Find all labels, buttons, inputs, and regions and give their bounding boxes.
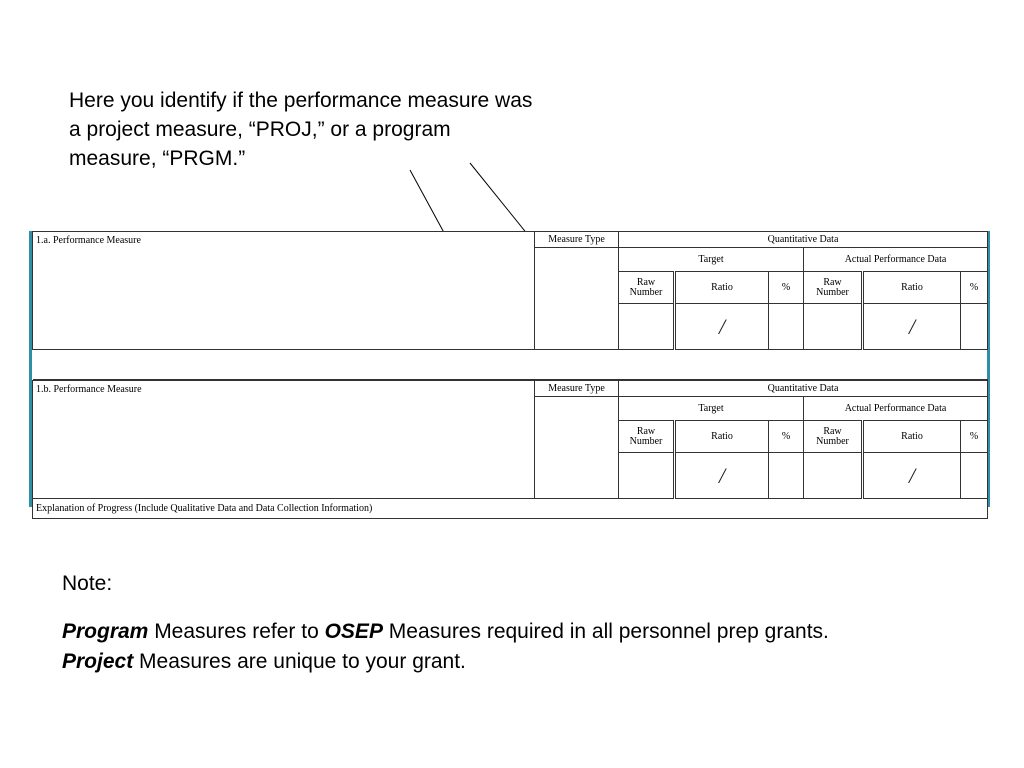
ratio-input-1a-actual[interactable]: / xyxy=(863,304,961,350)
raw-number-header-1b-actual: Raw Number xyxy=(804,421,863,453)
callout-line-2: a project measure, “PROJ,” or a program xyxy=(69,118,451,141)
raw-number-input-1b-target[interactable] xyxy=(619,453,675,499)
measure-type-header-1b: Measure Type xyxy=(535,381,619,397)
measure-type-cell-1b[interactable] xyxy=(535,397,619,499)
raw-number-input-1a-target[interactable] xyxy=(619,304,675,350)
percent-input-1b-actual[interactable] xyxy=(961,453,988,499)
raw-number-input-1b-actual[interactable] xyxy=(804,453,863,499)
form-spacer xyxy=(33,350,988,380)
note-program: Program xyxy=(62,620,149,643)
measure-label-1b: 1.b. Performance Measure xyxy=(33,381,535,499)
explanation-of-progress[interactable]: Explanation of Progress (Include Qualitative Data and Data Collection Information) xyxy=(33,499,988,519)
form-table-1b xyxy=(32,380,988,519)
quantitative-header-1a: Quantitative Data xyxy=(619,232,988,248)
raw-number-header-1a-actual: Raw Number xyxy=(804,272,863,304)
ratio-header-1b-actual: Ratio xyxy=(863,421,961,453)
ratio-input-1a-target[interactable]: / xyxy=(675,304,769,350)
actual-header-1a: Actual Performance Data xyxy=(804,248,988,272)
percent-input-1b-target[interactable] xyxy=(769,453,804,499)
quantitative-header-1b: Quantitative Data xyxy=(619,381,988,397)
percent-header-1b-actual: % xyxy=(961,421,988,453)
ratio-input-1b-target[interactable]: / xyxy=(675,453,769,499)
form-table-1a xyxy=(32,231,988,380)
ratio-header-1a-target: Ratio xyxy=(675,272,769,304)
actual-header-1b: Actual Performance Data xyxy=(804,397,988,421)
callout-line-3: measure, “PRGM.” xyxy=(69,147,246,170)
percent-header-1b-target: % xyxy=(769,421,804,453)
raw-number-header-1b-target: Raw Number xyxy=(619,421,675,453)
ratio-header-1a-actual: Ratio xyxy=(863,272,961,304)
measure-type-cell-1a[interactable] xyxy=(535,248,619,350)
percent-header-1a-target: % xyxy=(769,272,804,304)
performance-measure-form xyxy=(29,231,990,514)
measure-label-1a: 1.a. Performance Measure xyxy=(33,232,535,350)
percent-header-1a-actual: % xyxy=(961,272,988,304)
target-header-1b: Target xyxy=(619,397,804,421)
callout-line-1: Here you identify if the performance measure was xyxy=(69,89,533,112)
ratio-header-1b-target: Ratio xyxy=(675,421,769,453)
note-text-1: Measures refer to xyxy=(148,620,325,643)
raw-number-header-1a-target: Raw Number xyxy=(619,272,675,304)
note-heading: Note: xyxy=(62,572,113,595)
measure-type-header-1a: Measure Type xyxy=(535,232,619,248)
note-body xyxy=(62,617,882,677)
note-text-3: Measures are unique to your grant. xyxy=(133,650,466,673)
percent-input-1a-target[interactable] xyxy=(769,304,804,350)
ratio-input-1b-actual[interactable]: / xyxy=(863,453,961,499)
percent-input-1a-actual[interactable] xyxy=(961,304,988,350)
target-header-1a: Target xyxy=(619,248,804,272)
note-project: Project xyxy=(62,650,134,673)
note-text-2: Measures required in all personnel prep grants. xyxy=(382,620,829,643)
raw-number-input-1a-actual[interactable] xyxy=(804,304,863,350)
note-osep: OSEP xyxy=(324,620,383,643)
